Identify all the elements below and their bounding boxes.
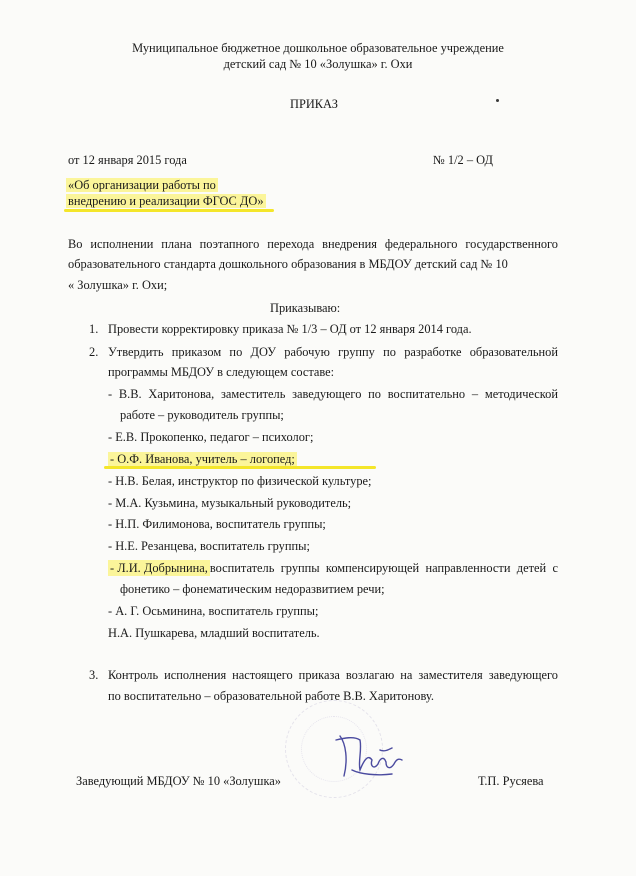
- head-position: Заведующий МБДОУ № 10 «Золушка»: [76, 774, 282, 788]
- order-number: № 1/2 – ОД: [433, 153, 493, 167]
- member-3: - О.Ф. Иванова, учитель – логопед;: [110, 452, 295, 466]
- preamble-line3: « Золушка» г. Охи;: [68, 278, 168, 292]
- head-name: Т.П. Русяева: [478, 774, 544, 788]
- member-8-line1: [108, 560, 558, 576]
- member-8-line2: фонетико – фонематическим недоразвитием речи;: [120, 582, 385, 596]
- preamble-line1: Во исполнении плана поэтапного перехода внедрения федерального государственного: [68, 237, 558, 251]
- member-8-role: воспитатель группы компенсирующей направленности детей с: [209, 561, 558, 575]
- item-text-2-line1: Утвердить приказом по ДОУ рабочую группу по разработке образовательной: [108, 345, 558, 359]
- item-number-3: 3.: [89, 668, 99, 682]
- item-number-2: 2.: [89, 345, 99, 359]
- preamble-line2: образовательного стандарта дошкольного образования в МБДОУ детский сад № 10: [68, 257, 508, 271]
- signature-icon: [332, 730, 412, 786]
- member-9: - А. Г. Осьминина, воспитатель группы;: [108, 604, 319, 618]
- member-4: - Н.В. Белая, инструктор по физической культуре;: [108, 474, 372, 488]
- member-5: - М.А. Кузьмина, музыкальный руководитель;: [108, 496, 352, 510]
- order-subject-line1: «Об организации работы по: [68, 178, 216, 192]
- item-text-1: Провести корректировку приказа № 1/3 – ОД от 12 января 2014 года.: [108, 322, 472, 336]
- member-1-line2: работе – руководитель группы;: [120, 408, 284, 422]
- item-text-3-line1: Контроль исполнения настоящего приказа возлагаю на заместителя заведующего: [108, 668, 558, 682]
- member-6: - Н.П. Филимонова, воспитатель группы;: [108, 517, 326, 531]
- order-date: от 12 января 2015 года: [68, 153, 187, 167]
- scan-speck: [496, 99, 499, 102]
- member-2: - Е.В. Прокопенко, педагог – психолог;: [108, 430, 314, 444]
- member-3-highlight-underline: [104, 466, 376, 469]
- item-text-3-line2: по воспитательно – образовательной работе В.В. Харитонову.: [108, 689, 434, 703]
- member-10: Н.А. Пушкарева, младший воспитатель.: [108, 626, 320, 640]
- order-subject-line2: внедрению и реализации ФГОС ДО»: [68, 194, 264, 208]
- member-1-line1: - В.В. Харитонова, заместитель заведующего по воспитательно – методической: [108, 387, 558, 401]
- org-name-line1: Муниципальное бюджетное дошкольное образовательное учреждение: [132, 41, 504, 55]
- item-text-2-line2: программы МБДОУ в следующем составе:: [108, 365, 335, 379]
- order-word: Приказываю:: [270, 301, 341, 315]
- subject-highlight-underline: [64, 209, 274, 212]
- item-number-1: 1.: [89, 322, 99, 336]
- org-name-line2: детский сад № 10 «Золушка» г. Охи: [223, 57, 413, 71]
- member-8-name: - Л.И. Добрынина,: [110, 561, 208, 575]
- document-title: ПРИКАЗ: [290, 97, 338, 111]
- member-7: - Н.Е. Резанцева, воспитатель группы;: [108, 539, 310, 553]
